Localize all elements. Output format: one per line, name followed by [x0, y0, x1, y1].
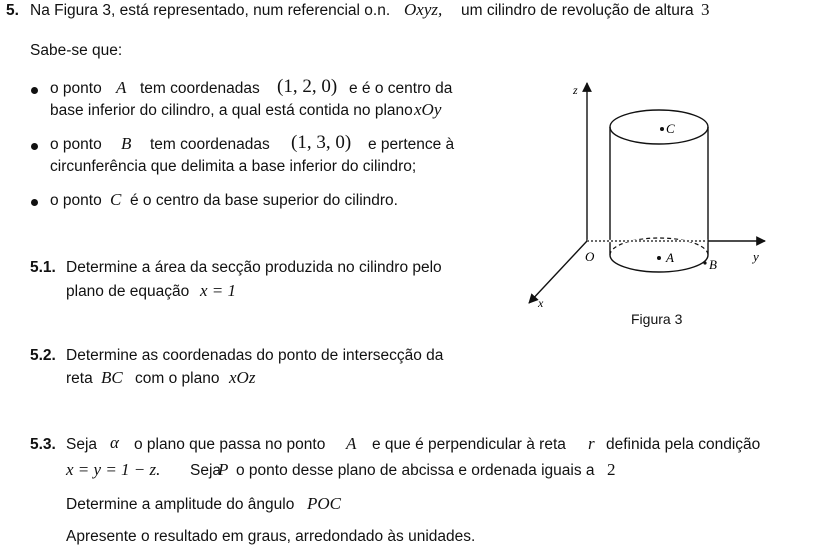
point-c — [660, 127, 664, 131]
question-text: Determine a amplitude do ângulo — [66, 496, 295, 513]
question-text: definida pela condição — [606, 436, 761, 453]
bullet-dot — [31, 199, 38, 206]
c-label: C — [666, 121, 675, 136]
bullet-text: o ponto — [50, 80, 102, 97]
question-text: o ponto desse plano de abcissa e ordenada iguais a — [236, 462, 595, 479]
bullet-text: e pertence à — [368, 136, 455, 153]
bullet-dot — [31, 143, 38, 150]
question-text: Determine as coordenadas do ponto de intersecção da — [66, 347, 444, 364]
z-label: z — [573, 83, 578, 97]
intro-height: 3 — [701, 0, 710, 19]
bullet-text: o ponto — [50, 192, 102, 209]
question-text: com o plano — [135, 370, 220, 387]
bullet-text: tem coordenadas — [150, 136, 270, 153]
condition: x = y = 1 − z. — [66, 460, 161, 479]
bullet-text: circunferência que delimita a base inferior do cilindro; — [50, 158, 417, 175]
equation: x = 1 — [200, 281, 237, 300]
bullet-text: o ponto — [50, 136, 102, 153]
question-text: Seja — [66, 436, 98, 453]
bullet-text: é o centro da base superior do cilindro. — [130, 192, 398, 209]
question-text: Apresente o resultado em graus, arredondado às unidades. — [66, 528, 476, 545]
question-text: reta — [66, 370, 93, 387]
figure-3-diagram — [515, 75, 795, 315]
line-label: r — [588, 434, 595, 453]
plane-label: xOy — [414, 100, 442, 119]
a-label: A — [666, 250, 674, 265]
b-label: B — [709, 257, 717, 272]
bullet-text: base inferior do cilindro, a qual está contida no plano — [50, 102, 413, 119]
coordinates: (1, 2, 0) — [277, 76, 338, 97]
x-label: x — [538, 296, 544, 310]
point-b — [703, 261, 706, 264]
y-label: y — [753, 249, 759, 264]
figure-caption: Figura 3 — [631, 311, 683, 327]
bullet-text: tem coordenadas — [140, 80, 260, 97]
value: 2 — [607, 460, 616, 479]
bullet-text: e é o centro da — [349, 80, 453, 97]
intro-text-2: um cilindro de revolução de altura — [461, 2, 694, 19]
known-heading: Sabe-se que: — [30, 42, 123, 59]
line-label: BC — [101, 368, 123, 387]
question-text: Seja — [190, 462, 222, 479]
angle-label: POC — [307, 494, 341, 513]
coordinates: (1, 3, 0) — [291, 132, 352, 153]
point-label: B — [121, 134, 132, 153]
question-number: 5. — [6, 2, 19, 19]
bullet-dot — [31, 87, 38, 94]
intro-symbol: Oxyz, — [404, 0, 443, 19]
point-label: A — [116, 78, 127, 97]
question-text: plano de equação — [66, 283, 190, 300]
question-number: 5.3. — [30, 436, 56, 453]
plane-label: xOz — [229, 368, 256, 387]
intro-text: Na Figura 3, está representado, num referencial o.n. — [30, 2, 391, 19]
point-label: A — [346, 434, 357, 453]
plane-symbol: α — [110, 433, 119, 452]
question-text: e que é perpendicular à reta — [372, 436, 566, 453]
question-number: 5.2. — [30, 347, 56, 364]
origin-label: O — [585, 249, 595, 264]
point-label: C — [110, 190, 122, 209]
cylinder-top — [610, 110, 708, 144]
question-text: Determine a área da secção produzida no cilindro pelo — [66, 259, 442, 276]
point-a — [657, 256, 661, 260]
question-text: o plano que passa no ponto — [134, 436, 326, 453]
point-label: P — [218, 460, 229, 479]
x-axis — [529, 241, 587, 303]
question-number: 5.1. — [30, 259, 56, 276]
